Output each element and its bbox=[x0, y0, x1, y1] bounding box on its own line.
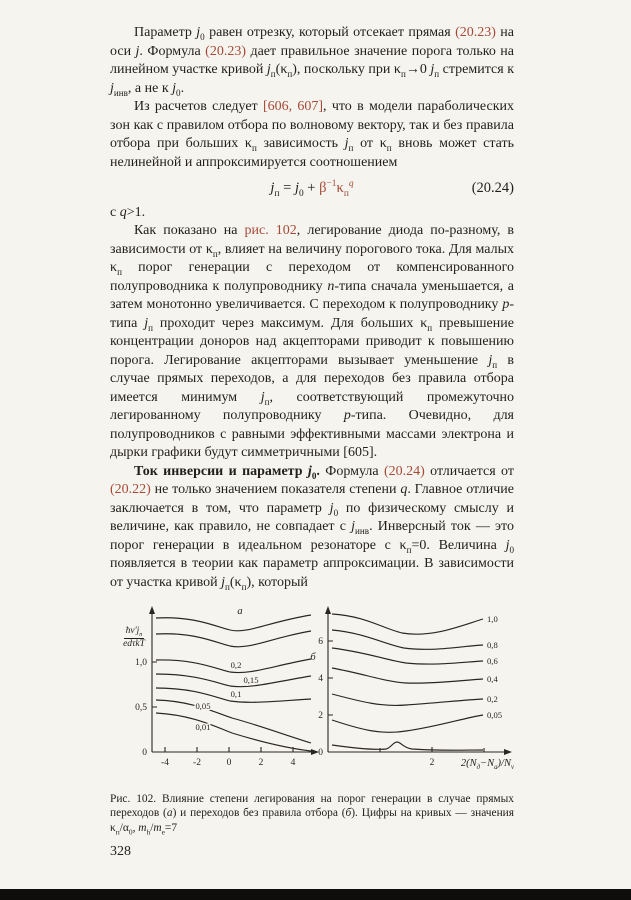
curve bbox=[332, 715, 483, 732]
y-tick-label: 0,5 bbox=[135, 703, 147, 713]
y-tick-label: 0 bbox=[318, 748, 323, 758]
curve bbox=[332, 630, 483, 649]
curve bbox=[332, 614, 483, 634]
panel-label-b: б bbox=[310, 652, 316, 663]
x-tick-label: 4 bbox=[290, 758, 296, 768]
curve-label: 0,01 bbox=[195, 722, 211, 732]
equation-number: (20.24) bbox=[471, 180, 514, 196]
panel-label-a: а bbox=[237, 606, 243, 617]
paragraph-4: Ток инверсии и параметр $j_0$. Формула (20.24) отличается от (20.22) не только значением показателя степени q. Главное отличие заключается в том, что параметр $j_0$ по физическому смыслу и величине, как правило, не совпадает с $j_{инв}$. Инверсный ток — это порог генерации в идеальном резонаторе с $\kappa_п=0$. Величина $j_0$ появляется в теории как параметр аппроксимации. В зависимости от участка кривой $j_п(\kappa_п)$, который bbox=[110, 463, 515, 592]
fraction-denominator: edτkT bbox=[123, 639, 145, 649]
x-tick-label: -2 bbox=[193, 758, 201, 768]
curve bbox=[156, 700, 311, 743]
curve-label: 0,8 bbox=[487, 640, 498, 650]
plot-a-x-ticks bbox=[165, 747, 293, 752]
curve-label: 0,2 bbox=[230, 660, 242, 670]
y-tick-label: 0 bbox=[142, 748, 147, 758]
y-tick-label: 1,0 bbox=[135, 658, 147, 668]
figure-caption: Рис. 102. Влияние степени легирования на порог генерации в случае прямых переходов (а) и переходов без правила отбора (б). Цифры на кривых — значения $\kappa_п/\alpha_0$, $m_h/m_e=7$ bbox=[110, 793, 515, 837]
paragraph-1: Параметр $j_0$ равен отрезку, который отсекает прямая (20.23) на оси j. Формула (20.23) дает правильное значение порога только на линейном участке кривой $j_п(\kappa_п)$, поскольку при $\kappa_п\to 0$ $j_п$ стремится к $j_{инв}$, а не к $j_0$. bbox=[110, 25, 515, 98]
fraction-numerator: $ħ\nu'j_п$ bbox=[125, 626, 143, 638]
curve bbox=[332, 648, 483, 664]
curve bbox=[156, 674, 311, 687]
curve-label: 0,05 bbox=[195, 701, 211, 711]
plot-a-y-axis-arrow-icon bbox=[149, 606, 155, 614]
plot-a-y-axis-label bbox=[112, 626, 156, 650]
plot-b-y-axis-arrow-icon bbox=[325, 606, 331, 614]
plot-a bbox=[135, 606, 319, 768]
paragraph-2: Из расчетов следует [606, 607], что в модели параболических зон как с правилом отбора по волновому вектору, так и без правила отбора при больших $\kappa_п$ зависимость $j_п$ от $\kappa_п$ вновь может стать нелинейной и аппроксимируется соотношением bbox=[110, 99, 514, 170]
y-tick-label: 4 bbox=[318, 674, 323, 684]
x-tick-label: 2 bbox=[258, 758, 264, 768]
equation-body: $j_п = j_0 + \beta^{-1}\kappa_п^q$ bbox=[270, 179, 354, 199]
y-tick-label: 6 bbox=[318, 637, 323, 647]
y-tick-label: 2 bbox=[318, 711, 323, 721]
figure-102 bbox=[110, 602, 514, 784]
curve bbox=[156, 631, 311, 647]
text-column bbox=[110, 24, 514, 835]
curve bbox=[332, 694, 483, 705]
curve bbox=[332, 742, 483, 750]
x-tick-label: -4 bbox=[161, 758, 169, 768]
after-equation-line: с q>1. bbox=[110, 204, 146, 220]
paragraph-3: Как показано на рис. 102, легирование диода по-разному, в зависимости от $\kappa_п$, влияет на величину порогового тока. Для малых $\kappa_п$ порог генерации с переходом от компенсированного полупроводника к полупроводнику n-типа сначала уменьшается, а затем монотонно увеличивается. С переходом к полупроводнику p-типа $j_п$ проходит через максимум. Для больших $\kappa_п$ превышение концентрации доноров над акцепторами приводит к повышению порога. Легирование акцепторами вызывает уменьшение $j_п$ в случае прямых переходов, а для переходов без правила отбора имеется минимум $j_п$, соответствующий промежуточно легированному полупроводнику p-типа. Очевидно, для полупроводников с равными эффективными массами электрона и дырки графики будут симметричными [605]. bbox=[110, 223, 515, 460]
x-tick-label: 2 bbox=[429, 758, 435, 768]
curve bbox=[156, 615, 311, 631]
scan-edge-bar bbox=[0, 889, 631, 900]
page-number: 328 bbox=[110, 844, 131, 859]
curve-label: 0,4 bbox=[487, 674, 498, 684]
figure-plots bbox=[110, 602, 514, 784]
plot-b-x-axis-label: $2(N_д-N_а)/N_v$ bbox=[460, 757, 514, 771]
x-tick-label: 0 bbox=[226, 758, 232, 768]
curve-label: 1,0 bbox=[487, 614, 498, 624]
plot-b bbox=[310, 606, 512, 768]
curve-label: 0,15 bbox=[243, 675, 259, 685]
plot-b-y-ticks bbox=[328, 641, 333, 715]
curve-label: 0,05 bbox=[487, 710, 503, 720]
equation-row bbox=[110, 172, 514, 204]
curve-label: 0,1 bbox=[230, 689, 242, 699]
curve-label: 0,2 bbox=[487, 694, 498, 704]
curve-label: 0,6 bbox=[487, 656, 498, 666]
curve bbox=[332, 668, 483, 683]
